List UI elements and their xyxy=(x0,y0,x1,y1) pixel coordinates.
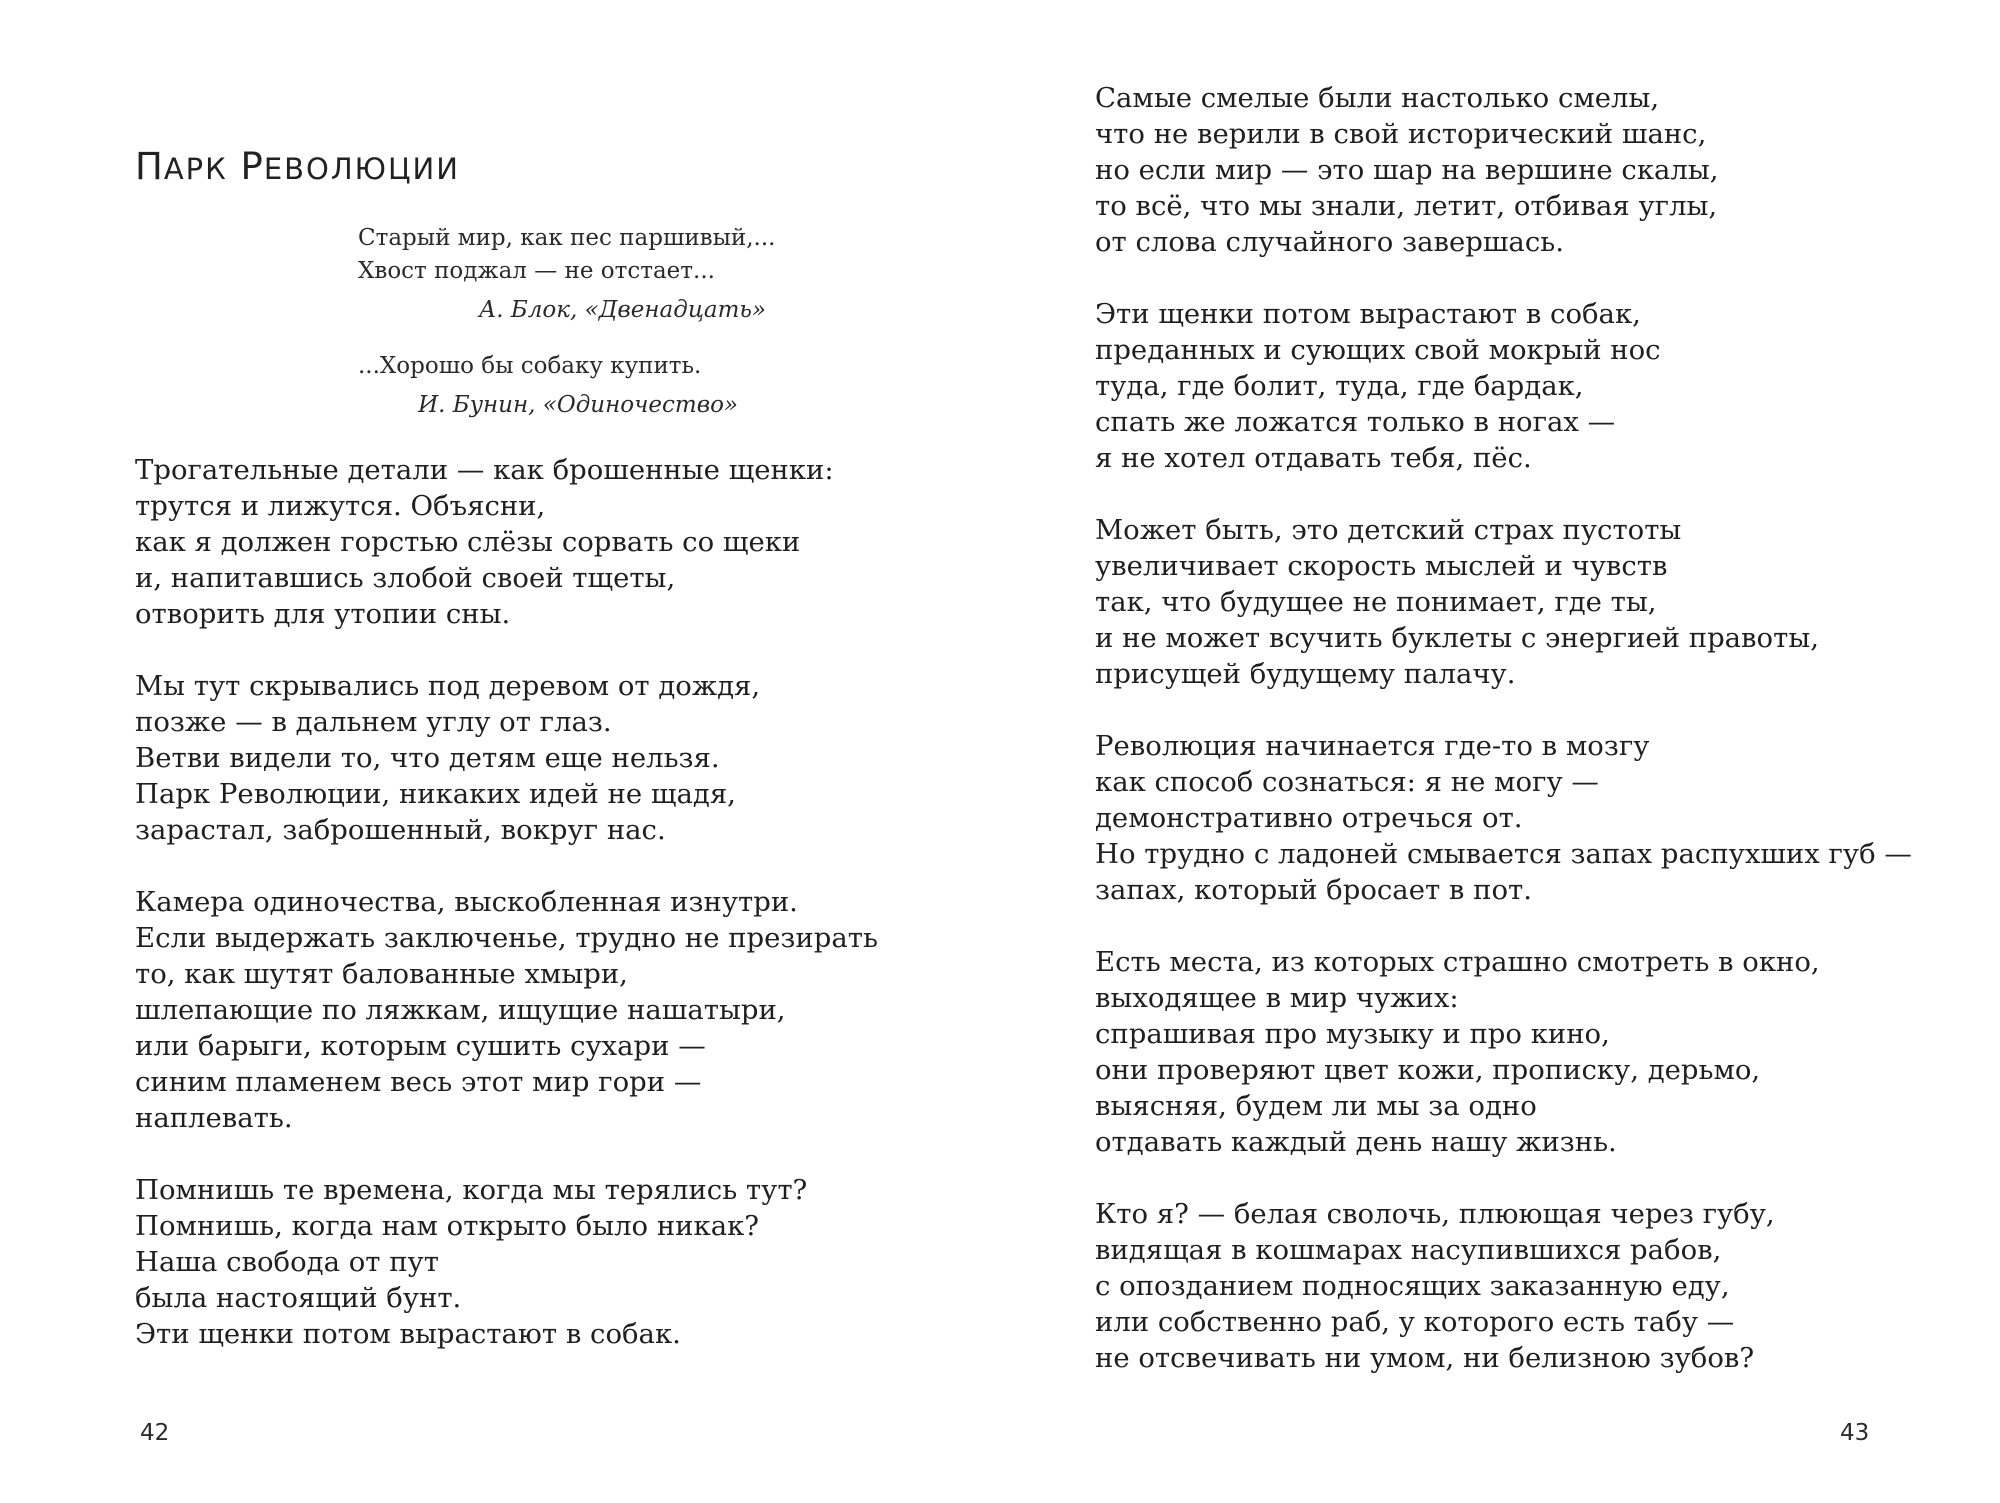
verse-line: Помнишь, когда нам открыто было никак? xyxy=(135,1210,760,1242)
verse-line: и не может всучить буклеты с энергией правоты, xyxy=(1095,622,1819,654)
stanza xyxy=(1095,80,1912,260)
page-number: 43 xyxy=(1840,1420,1870,1446)
verse-line: Помнишь те времена, когда мы терялись тут? xyxy=(135,1174,808,1206)
stanza xyxy=(1095,1196,1912,1376)
verse-line: присущей будущему палачу. xyxy=(1095,658,1516,690)
stanza xyxy=(135,452,878,632)
poem-body-left xyxy=(135,452,878,1388)
verse-line: выясняя, будем ли мы за одно xyxy=(1095,1090,1537,1122)
verse-line: спрашивая про музыку и про кино, xyxy=(1095,1018,1610,1050)
verse-line: то всё, что мы знали, летит, отбивая углы, xyxy=(1095,190,1718,222)
verse-line: не отсвечивать ни умом, ни белизною зубов? xyxy=(1095,1342,1755,1374)
verse-line: трутся и лижутся. Объясни, xyxy=(135,490,546,522)
title-initial-1: П xyxy=(135,145,164,188)
verse-line: то, как шутят балованные хмыри, xyxy=(135,958,628,990)
epigraph-attribution: И. Бунин, «Одиночество» xyxy=(418,392,738,418)
verse-line: Трогательные детали — как брошенные щенки: xyxy=(135,454,834,486)
verse-line: Может быть, это детский страх пустоты xyxy=(1095,514,1682,546)
verse-line: они проверяют цвет кожи, прописку, дерьмо, xyxy=(1095,1054,1761,1086)
verse-line: Мы тут скрывались под деревом от дождя, xyxy=(135,670,761,702)
verse-line: Камера одиночества, выскобленная изнутри. xyxy=(135,886,798,918)
verse-line: туда, где болит, туда, где бардак, xyxy=(1095,370,1584,402)
verse-line: от слова случайного завершась. xyxy=(1095,226,1564,258)
poem-title xyxy=(135,145,460,188)
verse-line: Если выдержать заключенье, трудно не презирать xyxy=(135,922,878,954)
verse-line: выходящее в мир чужих: xyxy=(1095,982,1459,1014)
poem-body-right xyxy=(1095,80,1912,1412)
title-rest-2: ЕВОЛЮЦИИ xyxy=(263,152,460,186)
verse-line: Ветви видели то, что детям еще нельзя. xyxy=(135,742,720,774)
verse-line: Парк Революции, никаких идей не щадя, xyxy=(135,778,736,810)
verse-line: Есть места, из которых страшно смотреть в окно, xyxy=(1095,946,1820,978)
stanza xyxy=(135,884,878,1136)
verse-line: позже — в дальнем углу от глаз. xyxy=(135,706,612,738)
epigraph-blok xyxy=(358,222,778,327)
epigraph-line: ...Хорошо бы собаку купить. xyxy=(358,353,702,379)
verse-line: была настоящий бунт. xyxy=(135,1282,462,1314)
verse-line: Но трудно с ладоней смывается запах распухших губ — xyxy=(1095,838,1912,870)
verse-line: видящая в кошмарах насупившихся рабов, xyxy=(1095,1234,1722,1266)
verse-line: Эти щенки потом вырастают в собак, xyxy=(1095,298,1641,330)
verse-line: отворить для утопии сны. xyxy=(135,598,511,630)
right-page xyxy=(1000,0,2000,1503)
stanza xyxy=(1095,944,1912,1160)
epigraph-bunin xyxy=(358,350,778,422)
stanza xyxy=(135,1172,878,1352)
verse-line: что не верили в свой исторический шанс, xyxy=(1095,118,1707,150)
verse-line: или собственно раб, у которого есть табу — xyxy=(1095,1306,1735,1338)
verse-line: я не хотел отдавать тебя, пёс. xyxy=(1095,442,1532,474)
verse-line: преданных и сующих свой мокрый нос xyxy=(1095,334,1661,366)
stanza xyxy=(1095,512,1912,692)
page-number: 42 xyxy=(140,1420,170,1446)
verse-line: увеличивает скорость мыслей и чувств xyxy=(1095,550,1668,582)
verse-line: наплевать. xyxy=(135,1102,293,1134)
verse-line: Самые смелые были настолько смелы, xyxy=(1095,82,1660,114)
verse-line: зарастал, заброшенный, вокруг нас. xyxy=(135,814,666,846)
verse-line: Революция начинается где-то в мозгу xyxy=(1095,730,1650,762)
title-rest-1: АРК xyxy=(163,152,228,186)
verse-line: демонстративно отречься от. xyxy=(1095,802,1523,834)
verse-line: шлепающие по ляжкам, ищущие нашатыри, xyxy=(135,994,786,1026)
epigraph-attribution: А. Блок, «Двенадцать» xyxy=(478,297,766,323)
epigraph-line: Хвост поджал — не отстает... xyxy=(358,258,715,284)
verse-line: как я должен горстью слёзы сорвать со щеки xyxy=(135,526,801,558)
verse-line: и, напитавшись злобой своей тщеты, xyxy=(135,562,676,594)
verse-line: Кто я? — белая сволочь, плюющая через губу, xyxy=(1095,1198,1775,1230)
stanza xyxy=(1095,296,1912,476)
verse-line: или барыги, которым сушить сухари — xyxy=(135,1030,706,1062)
stanza xyxy=(1095,728,1912,908)
verse-line: отдавать каждый день нашу жизнь. xyxy=(1095,1126,1617,1158)
verse-line: Наша свобода от пут xyxy=(135,1246,439,1278)
stanza xyxy=(135,668,878,848)
verse-line: но если мир — это шар на вершине скалы, xyxy=(1095,154,1719,186)
verse-line: синим пламенем весь этот мир гори — xyxy=(135,1066,702,1098)
verse-line: как способ сознаться: я не могу — xyxy=(1095,766,1599,798)
verse-line: Эти щенки потом вырастают в собак. xyxy=(135,1318,681,1350)
title-initial-2: Р xyxy=(240,145,264,188)
verse-line: запах, который бросает в пот. xyxy=(1095,874,1532,906)
verse-line: с опозданием подносящих заказанную еду, xyxy=(1095,1270,1730,1302)
epigraph-line: Старый мир, как пес паршивый,... xyxy=(358,225,776,251)
verse-line: спать же ложатся только в ногах — xyxy=(1095,406,1616,438)
verse-line: так, что будущее не понимает, где ты, xyxy=(1095,586,1657,618)
